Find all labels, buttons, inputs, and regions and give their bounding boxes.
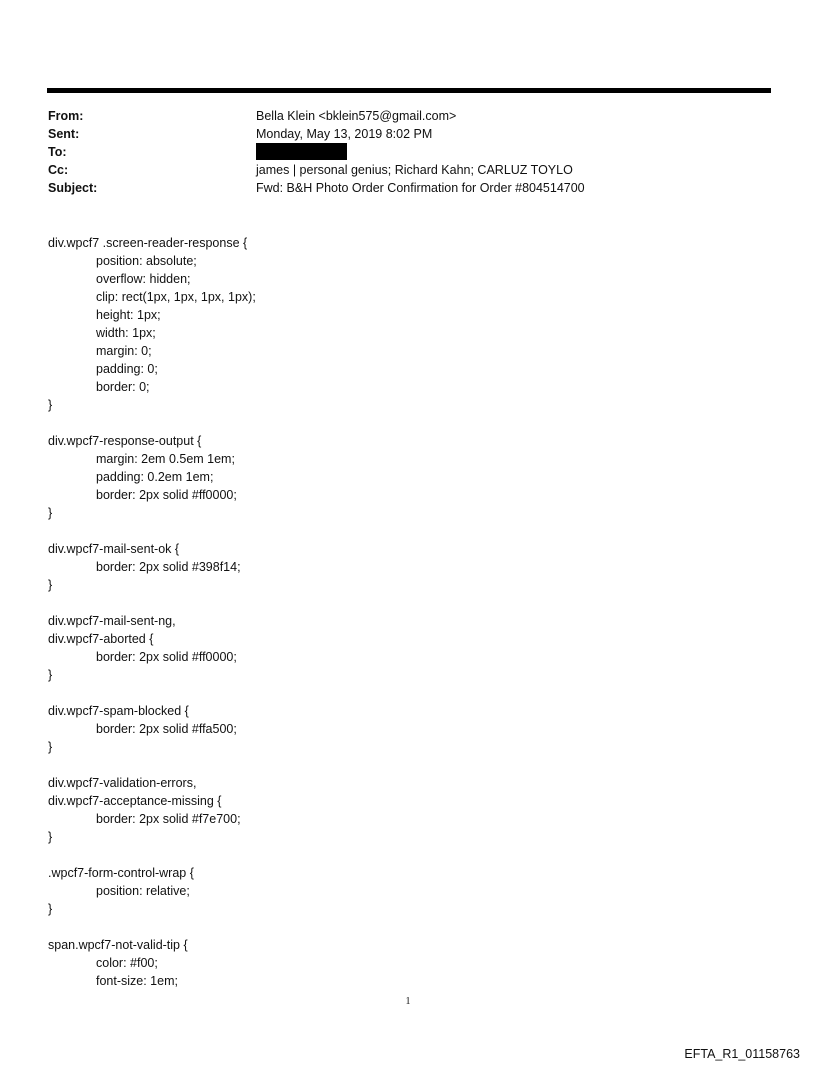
- code-line: }: [48, 578, 53, 592]
- page-number: 1: [405, 996, 411, 1007]
- from-label: From:: [48, 109, 84, 123]
- from-value: Bella Klein <bklein575@gmail.com>: [256, 109, 457, 123]
- code-line: width: 1px;: [96, 326, 156, 340]
- code-line: border: 2px solid #398f14;: [96, 560, 241, 574]
- code-line: [48, 918, 256, 936]
- code-line: clip: rect(1px, 1px, 1px, 1px);: [96, 290, 256, 304]
- code-line: [48, 846, 256, 864]
- code-line: padding: 0.2em 1em;: [96, 470, 214, 484]
- code-line: div.wpcf7-mail-sent-ng,: [48, 614, 176, 628]
- subject-row: [48, 179, 768, 197]
- code-line: }: [48, 398, 53, 412]
- code-line: [48, 684, 256, 702]
- header-divider: [47, 88, 771, 93]
- code-line: border: 2px solid #f7e700;: [96, 812, 241, 826]
- email-header: [48, 107, 768, 197]
- code-line: position: absolute;: [96, 254, 197, 268]
- redaction-block: [256, 143, 347, 160]
- code-line: .wpcf7-form-control-wrap {: [48, 866, 194, 880]
- code-line: div.wpcf7-aborted {: [48, 632, 154, 646]
- code-line: }: [48, 506, 53, 520]
- code-line: div.wpcf7-response-output {: [48, 434, 202, 448]
- sent-label: Sent:: [48, 127, 80, 141]
- cc-row: [48, 161, 768, 179]
- code-line: border: 2px solid #ff0000;: [96, 488, 237, 502]
- subject-value: Fwd: B&H Photo Order Confirmation for Order #804514700: [256, 181, 585, 195]
- to-label: To:: [48, 145, 67, 159]
- sent-value: Monday, May 13, 2019 8:02 PM: [256, 127, 433, 141]
- code-line: padding: 0;: [96, 362, 158, 376]
- code-line: height: 1px;: [96, 308, 161, 322]
- code-line: margin: 2em 0.5em 1em;: [96, 452, 235, 466]
- code-line: span.wpcf7-not-valid-tip {: [48, 938, 188, 952]
- sent-row: [48, 125, 768, 143]
- subject-label: Subject:: [48, 181, 98, 195]
- code-line: div.wpcf7-acceptance-missing {: [48, 794, 222, 808]
- to-row: [48, 143, 768, 161]
- code-line: }: [48, 830, 53, 844]
- code-line: font-size: 1em;: [96, 974, 178, 988]
- code-line: div.wpcf7-mail-sent-ok {: [48, 542, 180, 556]
- code-line: [48, 522, 256, 540]
- code-line: [48, 594, 256, 612]
- code-line: color: #f00;: [96, 956, 158, 970]
- code-line: border: 2px solid #ffa500;: [96, 722, 237, 736]
- code-line: [48, 414, 256, 432]
- document-id: EFTA_R1_01158763: [684, 1047, 800, 1061]
- code-line: div.wpcf7 .screen-reader-response {: [48, 236, 248, 250]
- code-line: margin: 0;: [96, 344, 152, 358]
- code-line: [48, 756, 256, 774]
- code-line: border: 0;: [96, 380, 150, 394]
- code-line: }: [48, 740, 53, 754]
- code-line: }: [48, 902, 53, 916]
- code-line: div.wpcf7-spam-blocked {: [48, 704, 189, 718]
- from-row: [48, 107, 768, 125]
- code-line: overflow: hidden;: [96, 272, 191, 286]
- code-line: position: relative;: [96, 884, 190, 898]
- cc-label: Cc:: [48, 163, 69, 177]
- code-line: }: [48, 668, 53, 682]
- code-line: div.wpcf7-validation-errors,: [48, 776, 197, 790]
- to-value: [256, 143, 768, 161]
- code-line: border: 2px solid #ff0000;: [96, 650, 237, 664]
- email-body-code: [48, 234, 256, 990]
- cc-value: james | personal genius; Richard Kahn; CARLUZ TOYLO: [256, 163, 573, 177]
